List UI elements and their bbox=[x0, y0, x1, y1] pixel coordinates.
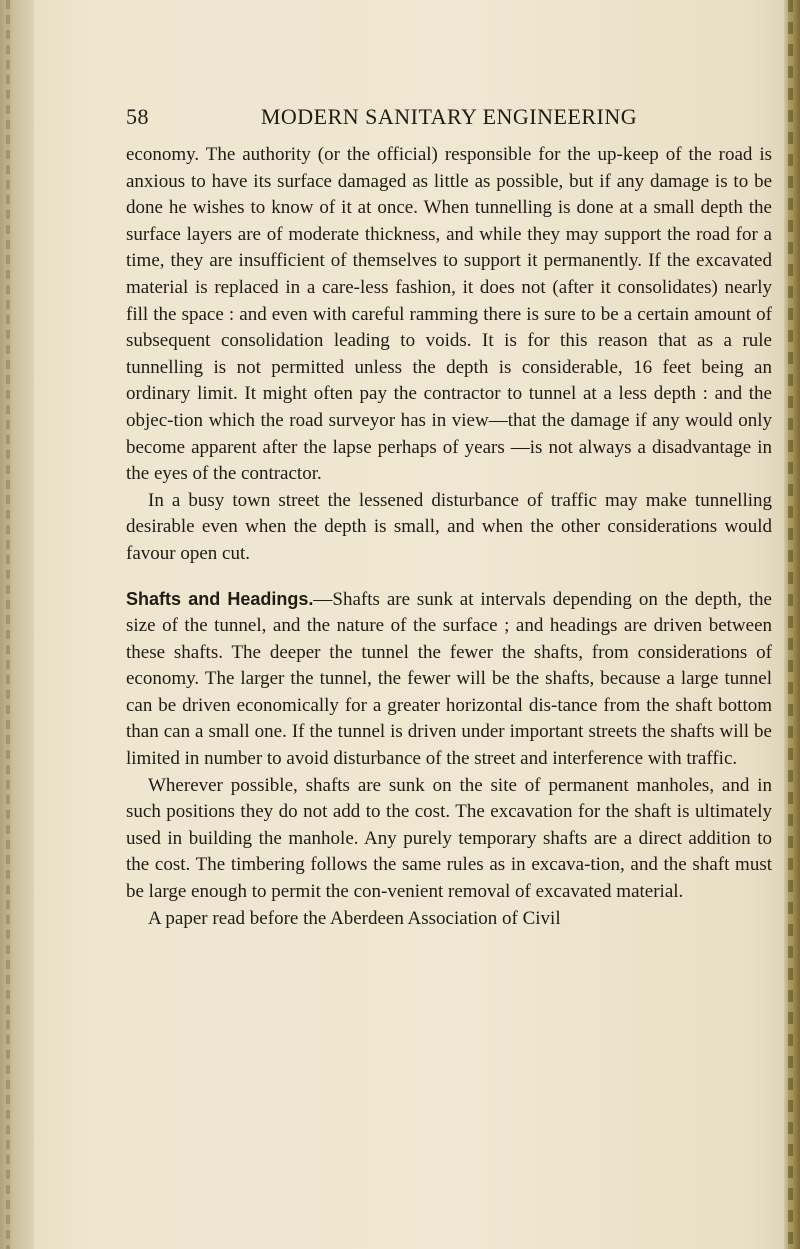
book-title: MODERN SANITARY ENGINEERING bbox=[260, 104, 638, 129]
section-shafts-and-headings bbox=[126, 586, 772, 773]
page-number: 58 bbox=[126, 104, 149, 129]
page-edge-right bbox=[784, 0, 800, 1249]
body-text bbox=[126, 142, 772, 932]
running-head bbox=[126, 98, 772, 138]
book-binding-edge bbox=[0, 0, 34, 1249]
paragraph-busy-street: In a busy town street the lessened disturbance of traffic may make tunnelling desirable even when the depth is small, and when the other considerations would favour open cut. bbox=[126, 489, 772, 564]
book-page bbox=[126, 98, 772, 932]
paragraph-economy: economy. The authority (or the official) responsible for the up-keep of the road is anxious to have its surface damaged as little as possible, but if any damage is to be done he wishes to know of it at once. When tunnelling is done at a small depth the surface layers are of moderate thickness, and while they may support the road for a time, they are insufficient of themselves to support it permanently. If the excavated material is replaced in a care-less fashion, it does not (after it consolidates) nearly fill the space : and even with careful ramming there is sure to be a certain amount of subsequent consolidation leading to voids. It is for this reason that as a rule tunnelling is not permitted unless the depth is considerable, 16 feet being an ordinary limit. It might often pay the contractor to tunnel at a less depth : and the objec-tion which the road surveyor has in view—that the damage if any would only become apparent after the lapse perhaps of years —is not always a disadvantage in the eyes of the contractor. bbox=[126, 144, 772, 485]
paragraph-permanent-manholes: Wherever possible, shafts are sunk on the site of permanent manholes, and in such positions they do not add to the cost. The excavation for the shaft is ultimately used in building the manhole. Any purely temporary shafts are a direct addition to the cost. The timbering follows the same rules as in excava-tion, and the shaft must be large enough to permit the con-venient removal of excavated material. bbox=[126, 774, 772, 903]
section-text: —Shafts are sunk at intervals depending on the depth, the size of the tunnel, and the nature of the surface ; and headings are driven between these shafts. The deeper the tunnel the fewer the shafts, from considerations of economy. The larger the tunnel, the fewer will be the shafts, because a large tunnel can be driven economically for a greater horizontal dis-tance from the shaft bottom than can a small one. If the tunnel is driven under important streets the shafts will be limited in number to avoid disturbance of the street and interference with traffic. bbox=[126, 588, 772, 770]
paragraph-aberdeen-paper: A paper read before the Aberdeen Association of Civil bbox=[148, 907, 561, 929]
section-heading: Shafts and Headings. bbox=[126, 588, 314, 609]
